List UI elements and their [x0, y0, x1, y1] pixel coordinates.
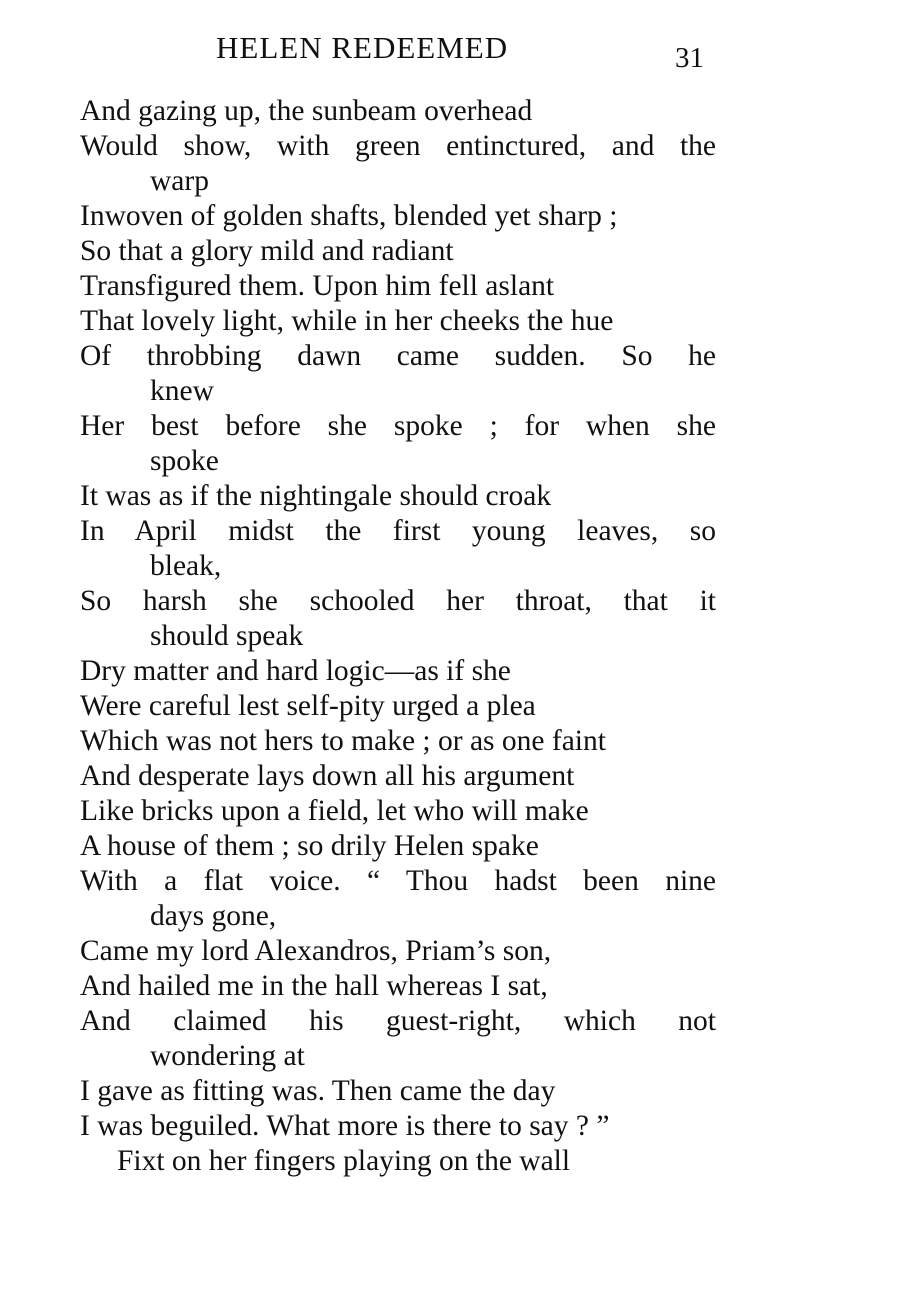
- running-title: HELEN REDEEMED: [216, 30, 509, 65]
- page-number: 31: [675, 42, 704, 74]
- poem-line: Inwoven of golden shafts, blended yet sharp ;: [80, 200, 618, 232]
- poem-line: And hailed me in the hall whereas I sat,: [80, 970, 548, 1002]
- poem-line: Of throbbing dawn came sudden. So he: [80, 340, 716, 372]
- poem-line: Which was not hers to make ; or as one faint: [80, 725, 606, 757]
- poem-line: And gazing up, the sunbeam overhead: [80, 95, 533, 127]
- poem-text: [80, 94, 716, 1179]
- poem-line: In April midst the first young leaves, so: [80, 515, 716, 547]
- poem-line-indented: Fixt on her fingers playing on the wall: [117, 1145, 571, 1177]
- poem-line: Transfigured them. Upon him fell aslant: [80, 270, 555, 302]
- poem-line-turnover: should speak: [150, 620, 304, 652]
- poem-line-turnover: bleak,: [150, 550, 222, 582]
- poem-line: Like bricks upon a field, let who will make: [80, 795, 589, 827]
- poem-line: Her best before she spoke ; for when she: [80, 410, 716, 442]
- poem-line: Would show, with green entinctured, and the: [80, 130, 716, 162]
- poem-line: I was beguiled. What more is there to say ? ”: [80, 1110, 610, 1142]
- poem-line: Dry matter and hard logic—as if she: [80, 655, 511, 687]
- poem-line-turnover: spoke: [150, 445, 219, 477]
- poem-line-turnover: knew: [150, 375, 214, 407]
- poem-line: With a flat voice. “ Thou hadst been nine: [80, 865, 716, 897]
- poem-line: I gave as fitting was. Then came the day: [80, 1075, 556, 1107]
- poem-line: It was as if the nightingale should croak: [80, 480, 552, 512]
- poem-line-turnover: days gone,: [150, 900, 277, 932]
- poem-line: Were careful lest self-pity urged a plea: [80, 690, 536, 722]
- poem-line-turnover: wondering at: [150, 1040, 305, 1072]
- poem-line: And desperate lays down all his argument: [80, 760, 575, 792]
- poem-line: So harsh she schooled her throat, that it: [80, 585, 716, 617]
- poem-line: A house of them ; so drily Helen spake: [80, 830, 539, 862]
- poem-line: So that a glory mild and radiant: [80, 235, 454, 267]
- poem-line: And claimed his guest-right, which not: [80, 1005, 716, 1037]
- running-head: [0, 30, 900, 74]
- poem-line-turnover: warp: [150, 165, 209, 197]
- poem-line: Came my lord Alexandros, Priam’s son,: [80, 935, 552, 967]
- poem-line: That lovely light, while in her cheeks the hue: [80, 305, 614, 337]
